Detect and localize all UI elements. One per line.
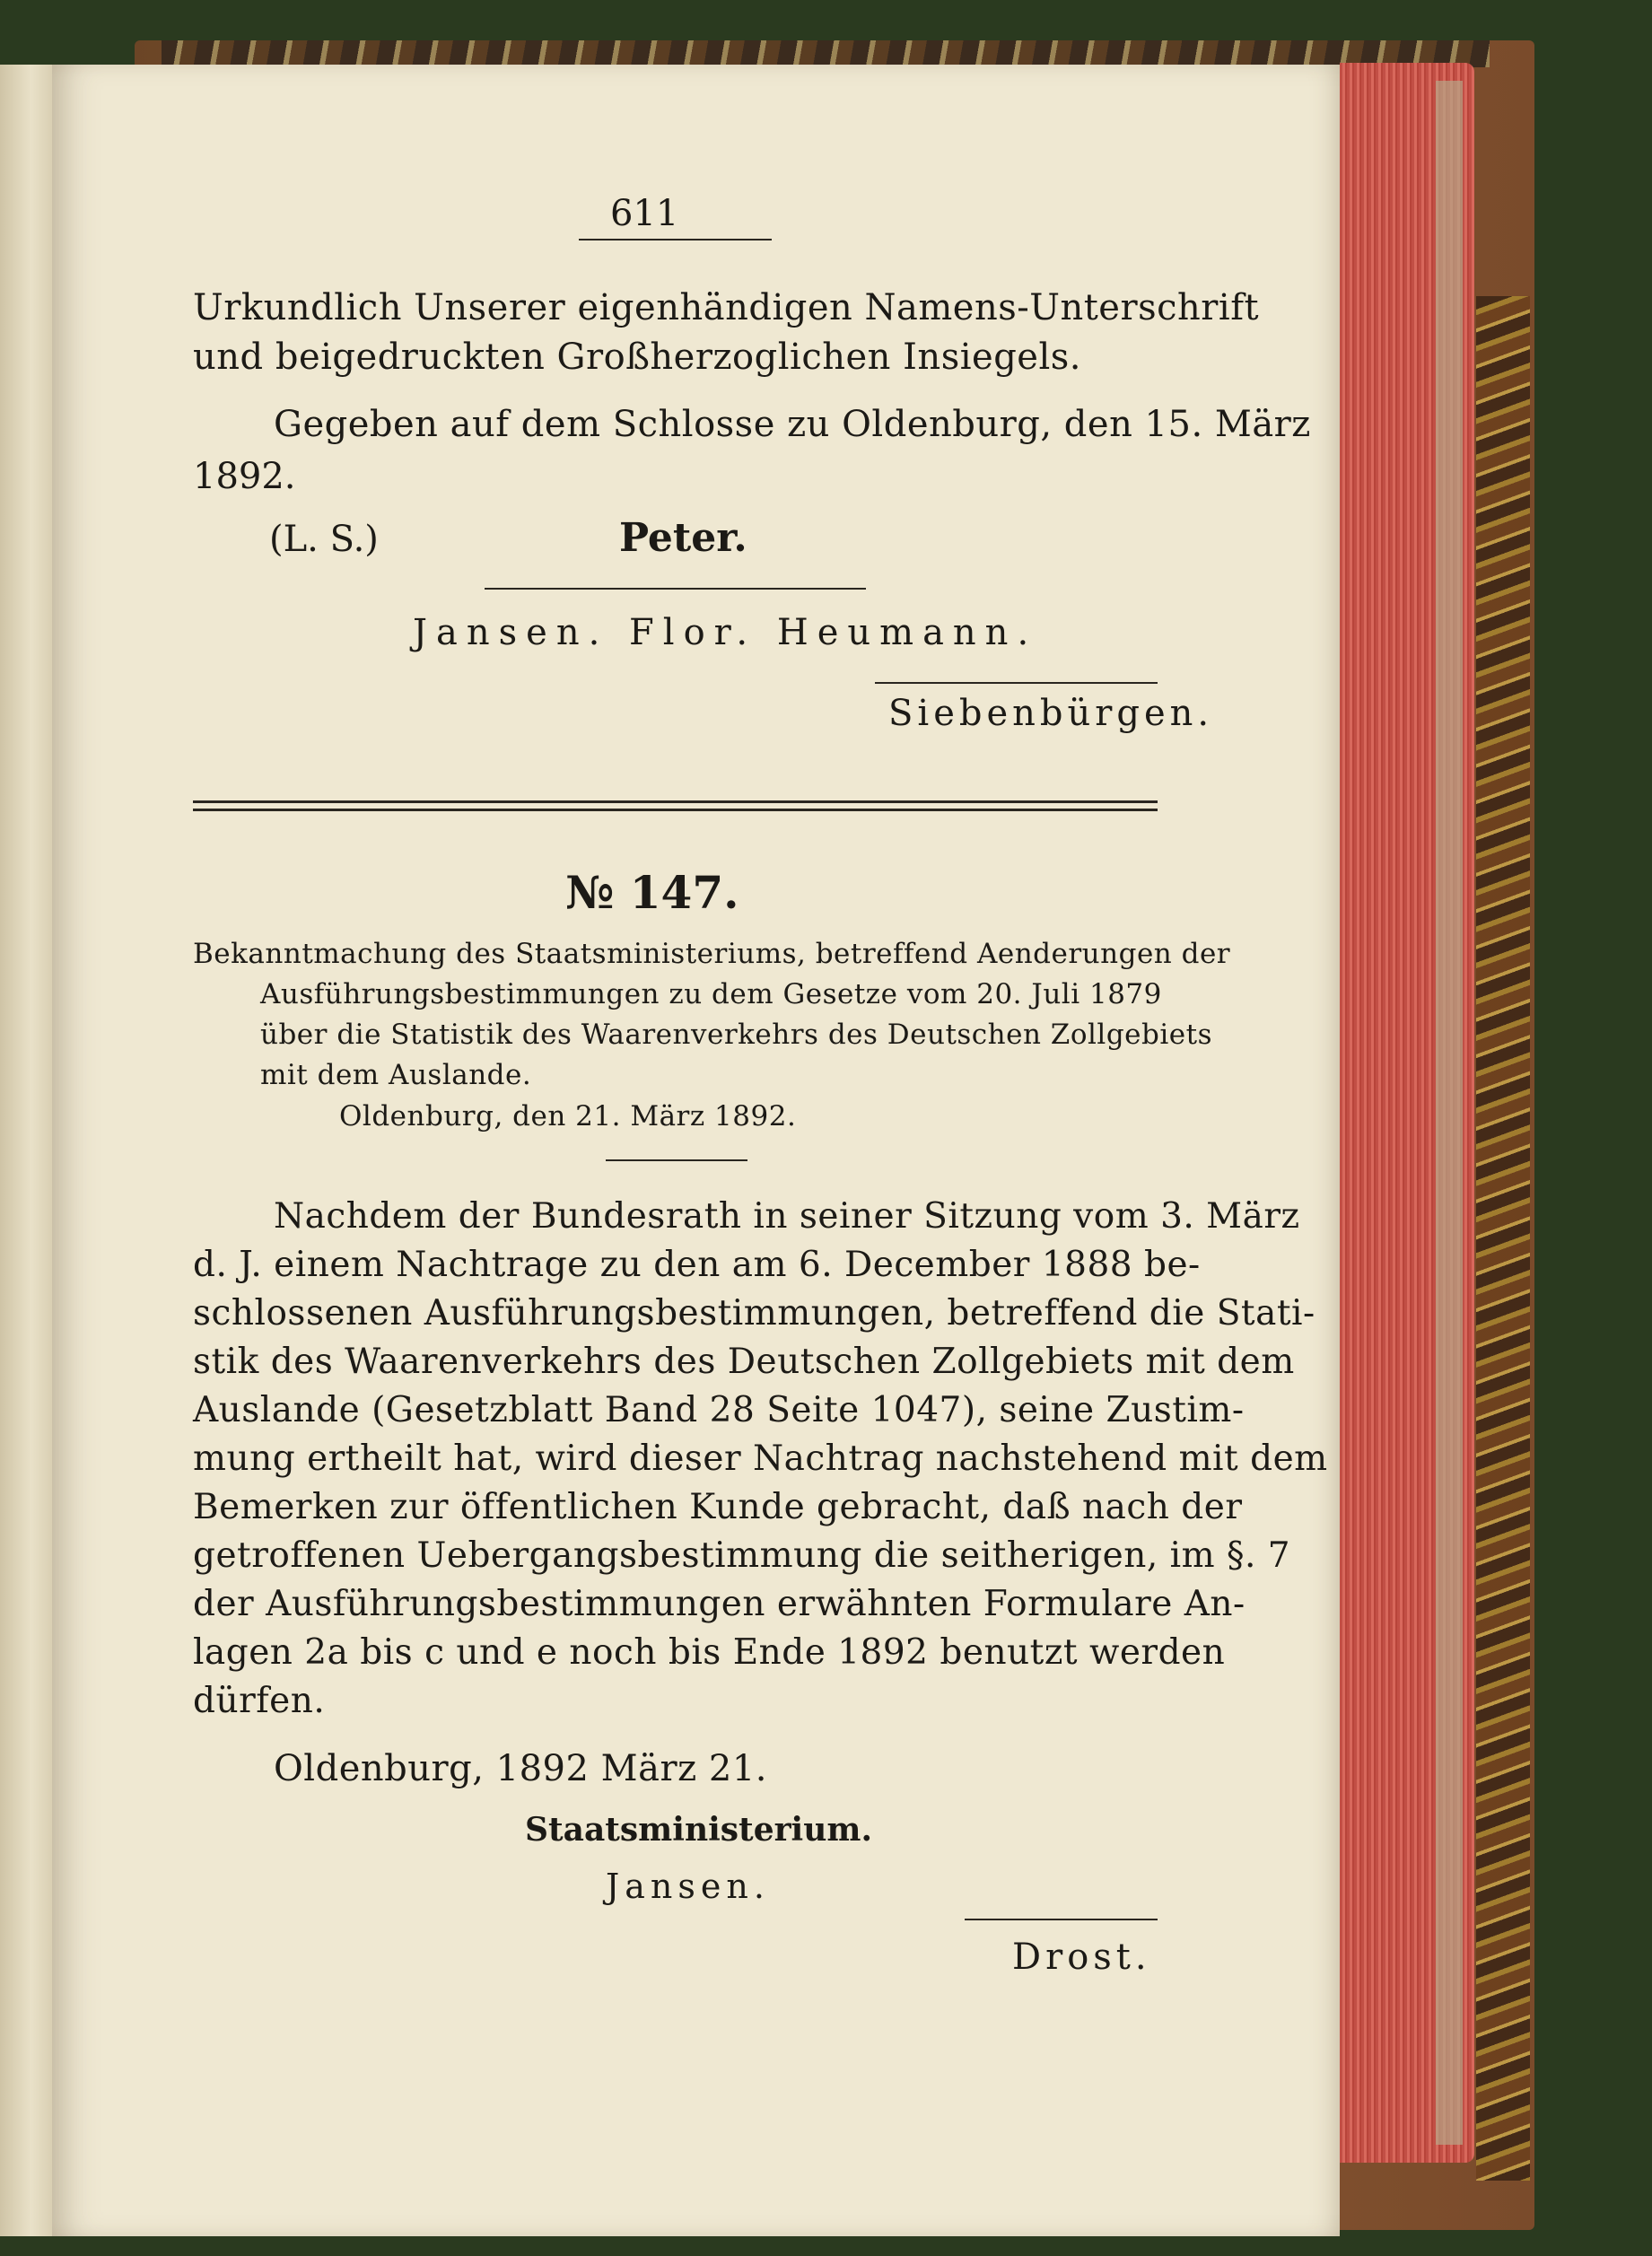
closing-authority: Staatsministerium. xyxy=(525,1811,873,1849)
cover-marbling-side xyxy=(1476,296,1530,2181)
announcement-place-date: Oldenburg, den 21. März 1892. xyxy=(339,1100,797,1132)
body-line-6: mung ertheilt hat, wird dieser Nachtrag nachstehend mit dem xyxy=(193,1438,1328,1479)
body-line-2: d. J. einem Nachtrage zu den am 6. December 1888 be- xyxy=(193,1245,1201,1285)
left-page-edge xyxy=(0,65,52,2236)
closing-countersign-rule xyxy=(965,1919,1158,1920)
book-page xyxy=(52,65,1340,2236)
announcement-rule xyxy=(606,1159,747,1161)
page-number: 611 xyxy=(610,193,679,234)
signature-rule xyxy=(485,588,866,590)
page-edges-shade xyxy=(1436,81,1463,2145)
intro-line-2: und beigedruckten Großherzoglichen Insiegels. xyxy=(193,337,1081,378)
body-line-10: lagen 2a bis c und e noch bis Ende 1892 benutzt werden xyxy=(193,1632,1226,1673)
cover-marbling-top xyxy=(162,40,1490,67)
body-line-3: schlossenen Ausführungsbestimmungen, betreffend die Stati- xyxy=(193,1293,1315,1333)
body-line-8: getroffenen Uebergangsbestimmung die seitherigen, im §. 7 xyxy=(193,1535,1291,1576)
body-line-1: Nachdem der Bundesrath in seiner Sitzung vom 3. März xyxy=(274,1196,1300,1237)
closing-countersign: Drost. xyxy=(1012,1937,1151,1978)
given-line-2: 1892. xyxy=(193,456,296,497)
body-line-4: stik des Waarenverkehrs des Deutschen Zollgebiets mit dem xyxy=(193,1342,1295,1382)
closing-place-date: Oldenburg, 1892 März 21. xyxy=(274,1748,767,1789)
page-number-rule xyxy=(579,239,772,240)
announcement-line-1: Bekanntmachung des Staatsministeriums, betreffend Aenderungen der xyxy=(193,938,1231,970)
given-line-1: Gegeben auf dem Schlosse zu Oldenburg, den 15. März xyxy=(274,404,1311,445)
announcement-line-3: über die Statistik des Waarenverkehrs des Deutschen Zollgebiets xyxy=(260,1019,1212,1051)
body-line-5: Auslande (Gesetzblatt Band 28 Seite 1047), seine Zustim- xyxy=(193,1390,1245,1430)
seal-mark: (L. S.) xyxy=(269,519,379,560)
body-line-7: Bemerken zur öffentlichen Kunde gebracht, daß nach der xyxy=(193,1487,1243,1527)
section-rule-top xyxy=(193,800,1158,803)
announcement-line-4: mit dem Auslande. xyxy=(260,1059,532,1091)
countersign-name: Siebenbürgen. xyxy=(888,693,1214,734)
announcement-line-2: Ausführungsbestimmungen zu dem Gesetze vom 20. Juli 1879 xyxy=(260,978,1162,1010)
ministers-names: Jansen. Flor. Heumann. xyxy=(413,612,1038,653)
section-rule-bottom xyxy=(193,809,1158,811)
body-line-11: dürfen. xyxy=(193,1681,326,1721)
body-line-9: der Ausführungsbestimmungen erwähnten Formulare An- xyxy=(193,1584,1246,1624)
countersign-rule xyxy=(875,682,1158,684)
signatory-name: Peter. xyxy=(619,515,747,561)
intro-line-1: Urkundlich Unserer eigenhändigen Namens-Unterschrift xyxy=(193,287,1260,328)
closing-signer: Jansen. xyxy=(606,1867,770,1906)
announcement-number: № 147. xyxy=(565,866,739,919)
